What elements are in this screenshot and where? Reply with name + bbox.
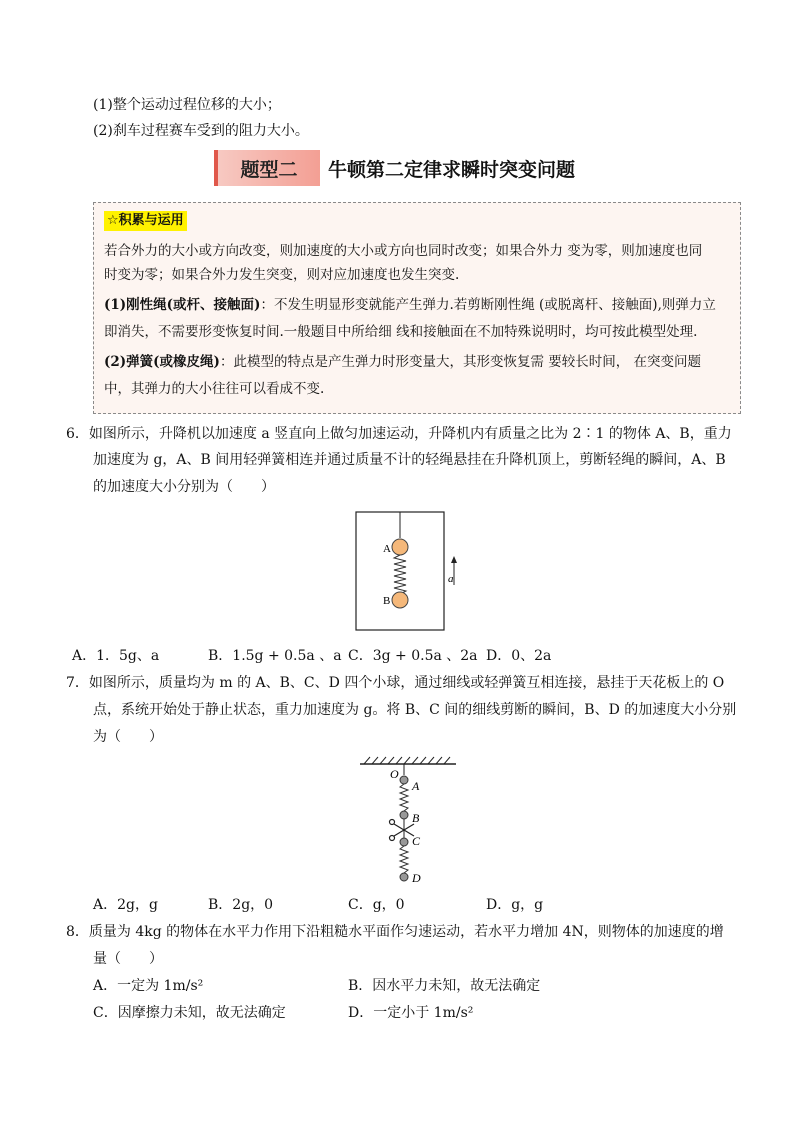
- knowledge-p1-line2: 时变为零；如果合外力发生突变，则对应加速度也发生突变.: [104, 267, 460, 283]
- spring-ab: [394, 555, 406, 594]
- hanging-balls-diagram: [356, 756, 460, 888]
- label-d: D: [412, 871, 421, 885]
- elevator-diagram: [354, 510, 454, 632]
- q7-option-d: D．g，g: [486, 897, 544, 913]
- q7-option-c: C．g，0: [348, 897, 405, 913]
- knowledge-tag: ☆积累与运用: [104, 211, 187, 231]
- ball-a: [392, 539, 408, 555]
- knowledge-p2-line2: 即消失，不需要形变恢复时间.一般题目中所给细 线和接触面在不加特殊说明时，均可按此模型处理.: [104, 324, 698, 340]
- section-title: 牛顿第二定律求瞬时突变问题: [328, 158, 576, 181]
- q6-option-c: C．3g + 0.5a 、2a: [348, 648, 478, 664]
- ball-b: [392, 592, 408, 608]
- q6-option-d: D．0、2a: [486, 648, 552, 664]
- q8-option-a: A．一定为 1m/s²: [93, 978, 204, 994]
- q8-option-b: B．因水平力未知，故无法确定: [348, 978, 541, 994]
- ball-d: [400, 873, 408, 881]
- q6-option-b: B．1.5g + 0.5a 、a: [208, 648, 342, 664]
- item-2: (2)刹车过程赛车受到的阻力大小。: [93, 123, 309, 139]
- q6-line1: 6．如图所示，升降机以加速度 a 竖直向上做匀加速运动，升降机内有质量之比为 2∶1 的物体 A、B，重力: [66, 426, 732, 442]
- scissors-icon: [390, 820, 415, 841]
- q7-line3: 为（ ）: [93, 729, 163, 745]
- q7-line1: 7．如图所示，质量均为 m 的 A、B、C、D 四个小球，通过细线或轻弹簧互相连接，悬挂于天花板上的 O: [66, 675, 725, 691]
- q6-option-a: A．1．5g、a: [72, 648, 160, 664]
- q7-option-a: A．2g，g: [93, 897, 158, 913]
- item-1: (1)整个运动过程位移的大小；: [93, 97, 281, 113]
- q8-option-d: D．一定小于 1m/s²: [348, 1005, 474, 1021]
- q7-line2: 点，系统开始处于静止状态，重力加速度为 g。将 B、C 间的细线剪断的瞬间，B、D 的加速度大小分别: [93, 702, 737, 718]
- ball-a: [400, 776, 408, 784]
- label-b: B: [383, 595, 391, 607]
- label-accel: a: [448, 573, 454, 585]
- knowledge-p3-line2: 中，其弹力的大小往往可以看成不变.: [104, 381, 325, 397]
- knowledge-p2-line1: (1)刚性绳(或杆、接触面)：不发生明显形变就能产生弹力.若剪断刚性绳 (或脱离杆、接触面),则弹力立: [104, 297, 716, 313]
- q8-line1: 8．质量为 4kg 的物体在水平力作用下沿粗糙水平面作匀速运动，若水平力增加 4N，则物体的加速度的增: [66, 924, 724, 940]
- knowledge-p3-line1: (2)弹簧(或橡皮绳)：此模型的特点是产生弹力时形变量大，其形变恢复需 要较长时间， 在突变问题: [104, 354, 702, 370]
- star-icon: ☆: [107, 213, 119, 228]
- q6-line3: 的加速度大小分别为（ ）: [93, 479, 275, 495]
- label-o: O: [390, 767, 399, 781]
- label-c: C: [412, 834, 421, 848]
- q7-option-b: B．2g，0: [208, 897, 274, 913]
- section-heading: [214, 150, 575, 186]
- q8-line2: 量（ ）: [93, 951, 163, 967]
- ball-c: [400, 838, 408, 846]
- spring-cd: [400, 846, 408, 873]
- label-a: A: [383, 543, 391, 555]
- label-b: B: [412, 811, 420, 825]
- q8-option-c: C．因摩擦力未知，故无法确定: [93, 1005, 286, 1021]
- spring-ab: [400, 784, 408, 811]
- section-badge: 题型二: [214, 150, 320, 186]
- knowledge-p1-line1: 若合外力的大小或方向改变，则加速度的大小或方向也同时改变；如果合外力 变为零，则加速度也同: [104, 243, 703, 259]
- label-a: A: [412, 779, 420, 793]
- ball-b: [400, 811, 408, 819]
- knowledge-box: [93, 202, 741, 414]
- q6-line2: 加速度为 g，A、B 间用轻弹簧相连并通过质量不计的轻绳悬挂在升降机顶上，剪断轻绳的瞬间，A、B: [93, 452, 726, 468]
